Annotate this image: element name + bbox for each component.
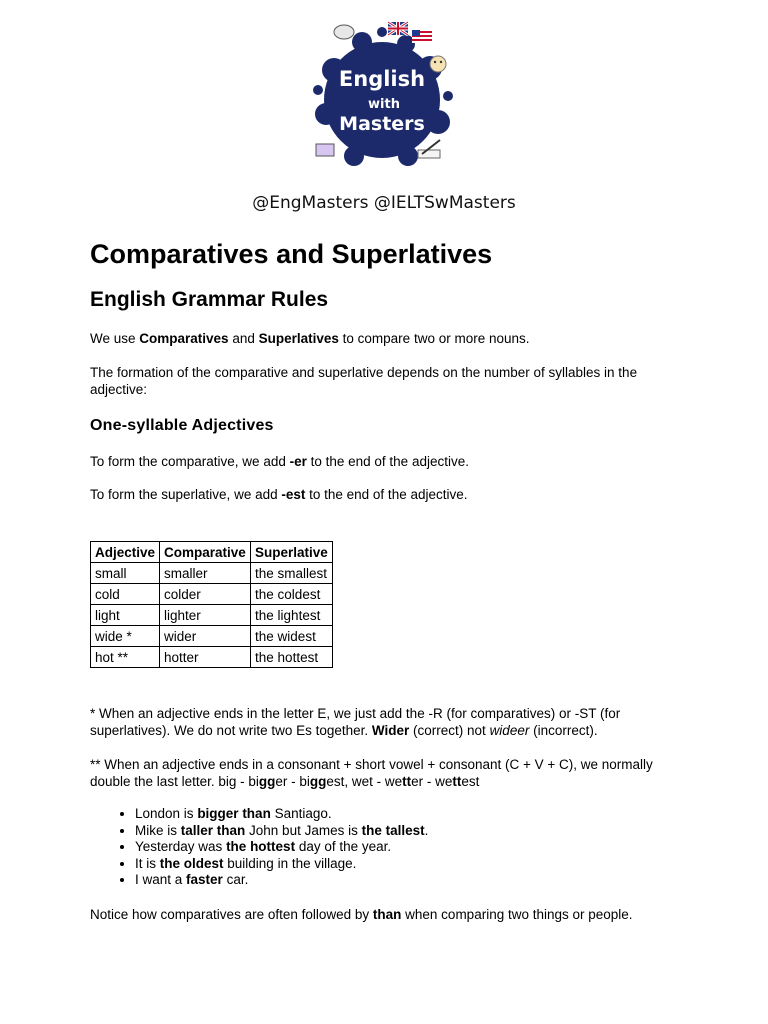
adjective-table — [90, 541, 333, 668]
table-cell: small — [91, 563, 160, 584]
table-cell: the hottest — [251, 647, 333, 668]
table-cell: cold — [91, 584, 160, 605]
table-cell: the widest — [251, 626, 333, 647]
section-heading-one-syllable: One-syllable Adjectives — [90, 417, 274, 434]
examples-list — [90, 806, 690, 889]
us-flag-icon — [412, 30, 432, 43]
intro-paragraph: We use Comparatives and Superlatives to compare two or more nouns. — [90, 331, 530, 346]
table-row — [91, 647, 333, 668]
cartoon-face-icon — [430, 56, 446, 72]
table-cell: the coldest — [251, 584, 333, 605]
list-item: • Yesterday was the hottest day of the year. — [135, 839, 690, 856]
document-title: Comparatives and Superlatives — [90, 239, 493, 269]
header-comparative: Comparative — [160, 542, 251, 563]
english-with-masters-logo — [304, 18, 458, 168]
table-row — [91, 584, 333, 605]
speech-bubble-icon — [334, 25, 354, 39]
header-adjective: Adjective — [91, 542, 160, 563]
footnote-double-star: ** When an adjective ends in a consonant + short vowel + consonant (C + V + C), we normally double the last letter. big - bigger - biggest, wet - wetter - wettest — [90, 757, 653, 789]
table-row — [91, 563, 333, 584]
footnote-single-star: * When an adjective ends in the letter E, we just add the -R (for comparatives) or -ST (for superlatives). We do not write two Es together. Wider (correct) not wideer (incorrect). — [90, 706, 621, 738]
table-cell: hot ** — [91, 647, 160, 668]
table-row — [91, 605, 333, 626]
table-header-row — [91, 542, 333, 563]
table-row — [91, 626, 333, 647]
table-cell: the lightest — [251, 605, 333, 626]
list-item: • London is bigger than Santiago. — [135, 806, 690, 823]
superlative-rule: To form the superlative, we add -est to the end of the adjective. — [90, 487, 468, 502]
list-item: • Mike is taller than John but James is the tallest. — [135, 823, 690, 840]
table-cell: wider — [160, 626, 251, 647]
notice-paragraph: Notice how comparatives are often followed by than when comparing two things or people. — [90, 906, 633, 922]
table-cell: hotter — [160, 647, 251, 668]
header-superlative: Superlative — [251, 542, 333, 563]
formation-paragraph: The formation of the comparative and superlative depends on the number of syllables in the adjective: — [90, 365, 638, 397]
logo-text-with: with — [368, 97, 400, 112]
uk-flag-icon — [388, 22, 408, 35]
social-handles: @EngMasters @IELTSwMasters — [252, 193, 516, 213]
list-item: • I want a faster car. — [135, 872, 690, 889]
comparative-rule: To form the comparative, we add -er to the end of the adjective. — [90, 454, 469, 469]
table-cell: lighter — [160, 605, 251, 626]
document-body — [90, 236, 690, 923]
table-cell: the smallest — [251, 563, 333, 584]
table-cell: light — [91, 605, 160, 626]
logo-text-masters: Masters — [339, 113, 425, 135]
logo-text-english: English — [338, 67, 426, 91]
document-subtitle: English Grammar Rules — [90, 288, 329, 311]
table-cell: colder — [160, 584, 251, 605]
list-item: • It is the oldest building in the village. — [135, 856, 690, 873]
table-cell: wide * — [91, 626, 160, 647]
table-cell: smaller — [160, 563, 251, 584]
pencil-paper-icon — [418, 140, 440, 158]
book-icon — [316, 144, 334, 156]
